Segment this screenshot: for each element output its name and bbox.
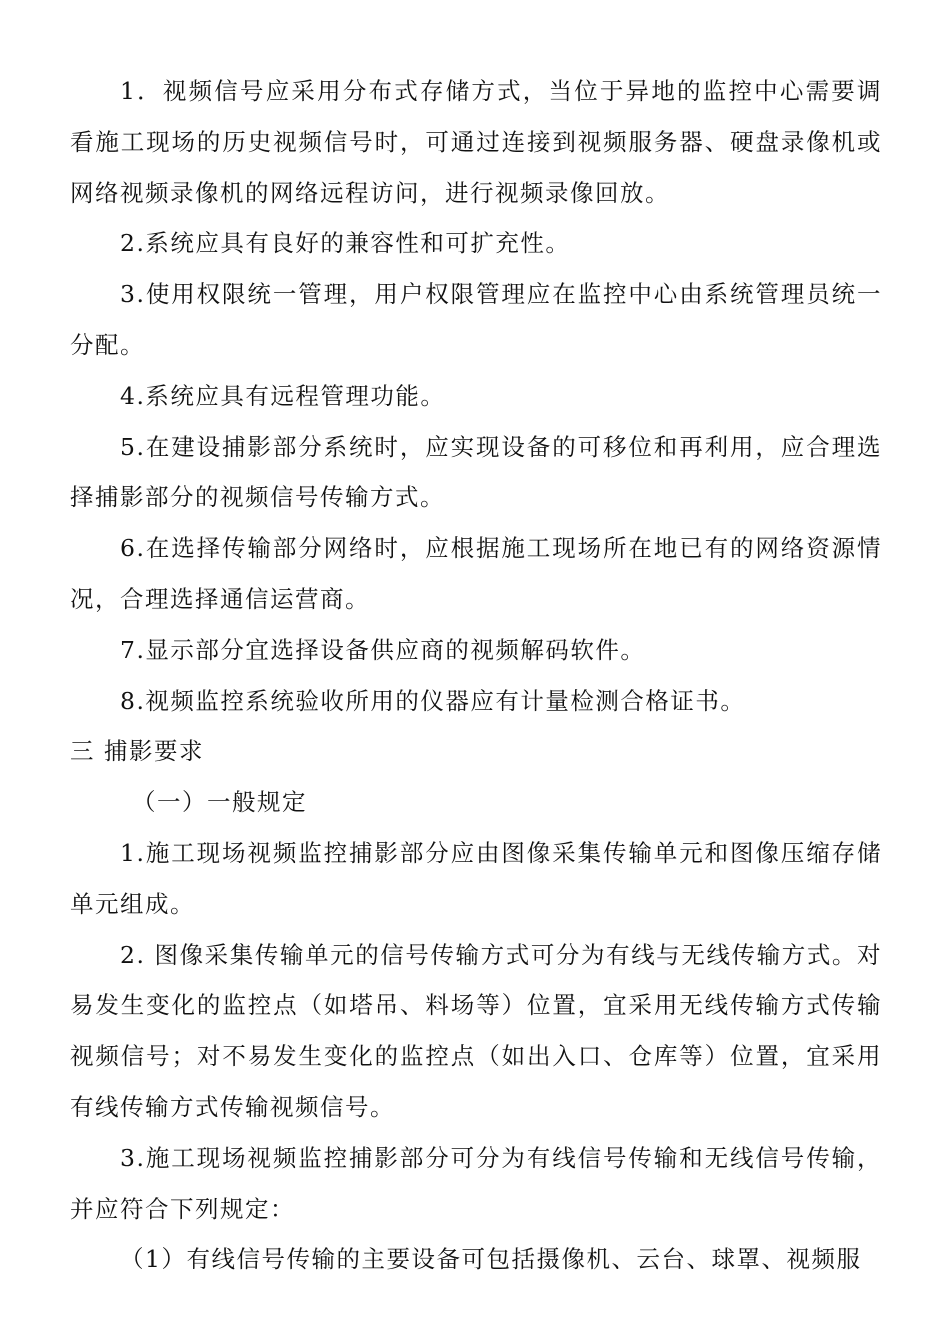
paragraph-item-1: 1．视频信号应采用分布式存储方式，当位于异地的监控中心需要调看施工现场的历史视频信号时，可通过连接到视频服务器、硬盘录像机或网络视频录像机的网络远程访问，进行视频录像回放。 bbox=[70, 77, 882, 207]
paragraph-item-9: 1.施工现场视频监控捕影部分应由图像采集传输单元和图像压缩存储单元组成。 bbox=[70, 838, 882, 918]
paragraph-item-7: 7.显示部分宜选择设备供应商的视频解码软件。 bbox=[120, 635, 646, 664]
paragraph-item-12: （1）有线信号传输的主要设备可包括摄像机、云台、球罩、视频服 bbox=[120, 1245, 862, 1274]
paragraph-item-3: 3.使用权限统一管理，用户权限管理应在监控中心由系统管理员统一分配。 bbox=[70, 280, 882, 359]
paragraph-item-5: 5.在建设捕影部分系统时，应实现设备的可移位和再利用，应合理选择捕影部分的视频信号传输方式。 bbox=[70, 432, 882, 512]
section-heading: 三 捕影要求 bbox=[70, 737, 204, 766]
paragraph-item-4: 4.系统应具有远程管理功能。 bbox=[120, 381, 446, 410]
paragraph-item-10: 2. 图像采集传输单元的信号传输方式可分为有线与无线传输方式。对易发生变化的监控点（如塔吊、料场等）位置，宜采用无线传输方式传输视频信号；对不易发生变化的监控点（如出入口、仓库等）位置，宜采用有线传输方式传输视频信号。 bbox=[70, 940, 882, 1121]
paragraph-item-6: 6.在选择传输部分网络时，应根据施工现场所在地已有的网络资源情况，合理选择通信运营商。 bbox=[70, 534, 882, 613]
paragraph-item-2: 2.系统应具有良好的兼容性和可扩充性。 bbox=[120, 229, 571, 258]
paragraph-item-11: 3.施工现场视频监控捕影部分可分为有线信号传输和无线信号传输，并应符合下列规定： bbox=[70, 1143, 882, 1223]
subsection-heading: （一）一般规定 bbox=[132, 788, 307, 817]
paragraph-item-8: 8.视频监控系统验收所用的仪器应有计量检测合格证书。 bbox=[120, 686, 746, 715]
